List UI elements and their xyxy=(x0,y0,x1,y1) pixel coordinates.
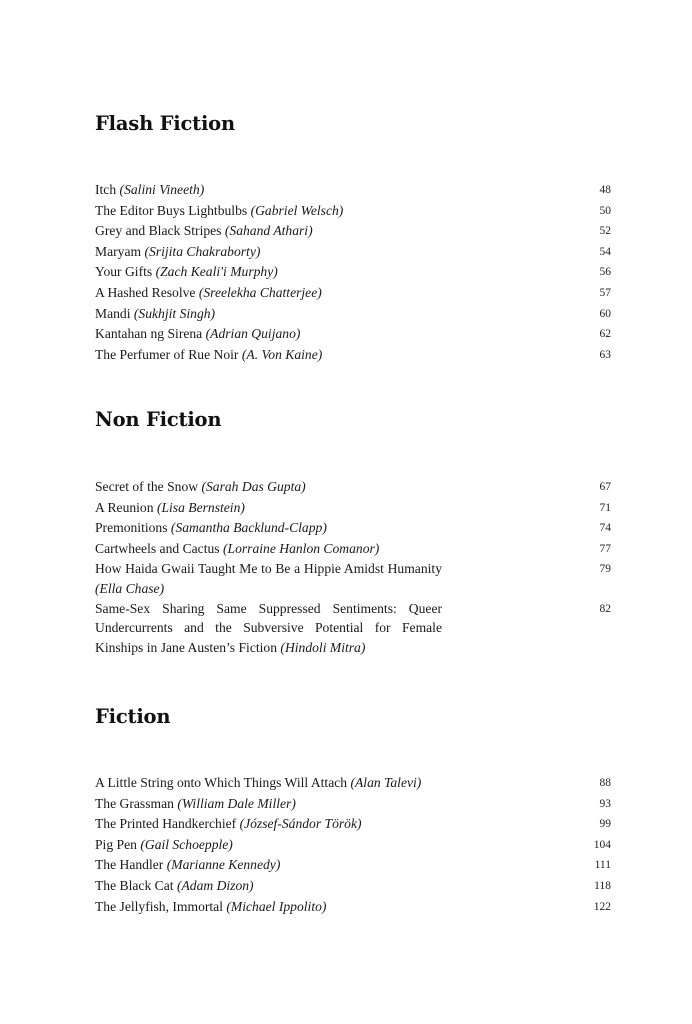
entry-text xyxy=(95,773,421,793)
toc-entry[interactable] xyxy=(95,539,611,560)
entry-title: Secret of the Snow xyxy=(95,479,199,494)
page-number: 50 xyxy=(599,204,611,217)
entry-title: Kantahan ng Sirena xyxy=(95,326,203,342)
entry-author: (Zach Keali'i Murphy) xyxy=(155,264,278,280)
entry-text xyxy=(95,345,322,365)
entry-author: (Adam Dizon) xyxy=(176,877,254,893)
entry-author: (Sreelekha Chatterjee) xyxy=(198,284,322,300)
entry-text xyxy=(95,242,260,262)
entry-author: (William Dale Miller) xyxy=(177,795,296,811)
entry-title: The Grassman xyxy=(95,795,174,811)
page-number: 52 xyxy=(599,225,611,238)
entry-text xyxy=(95,897,326,917)
entry-text xyxy=(95,283,322,303)
entry-title: Maryam xyxy=(95,243,142,259)
entry-author: (Sukhjit Singh) xyxy=(133,305,216,321)
entry-author: (Salini Vineeth) xyxy=(119,182,205,197)
entry-title: The Editor Buys Lightbulbs xyxy=(95,202,248,218)
entry-text xyxy=(95,304,215,324)
entry-text xyxy=(95,855,280,875)
page-number: 62 xyxy=(599,328,611,341)
toc-entry[interactable] xyxy=(95,180,611,201)
entry-text xyxy=(95,814,362,834)
entry-text xyxy=(95,324,300,344)
entry-title: How Haida Gwaii Taught Me to Be a Hippie Amidst Humanity xyxy=(95,561,442,577)
toc-entry[interactable] xyxy=(95,221,611,242)
toc-entry[interactable] xyxy=(95,814,611,835)
entries-flash-fiction xyxy=(95,180,611,365)
section-non-fiction xyxy=(95,408,611,432)
toc-entry[interactable] xyxy=(95,498,611,519)
entries-non-fiction xyxy=(95,477,611,657)
entry-text xyxy=(95,180,204,200)
page-number: 118 xyxy=(594,879,611,892)
toc-entry[interactable] xyxy=(95,345,611,366)
page-number: 74 xyxy=(599,522,611,535)
entry-title: The Printed Handkerchief xyxy=(95,816,237,832)
entry-title: The Jellyfish, Immortal xyxy=(95,898,223,914)
entry-author: (Srijita Chakraborty) xyxy=(144,243,261,259)
toc-entry[interactable] xyxy=(95,242,611,263)
section-flash-fiction xyxy=(95,112,611,136)
toc-entry[interactable] xyxy=(95,518,611,539)
entry-title: A Reunion xyxy=(95,499,154,515)
entry-author: (Adrian Quijano) xyxy=(205,326,301,342)
entry-title: The Handler xyxy=(95,857,164,873)
entry-author: (Lisa Bernstein) xyxy=(156,499,245,515)
entry-author: (József-Sándor Török) xyxy=(239,816,362,832)
page-number: 63 xyxy=(599,348,611,361)
toc-entry[interactable] xyxy=(95,304,611,325)
entry-author: (Sarah Das Gupta) xyxy=(201,479,306,494)
toc-entry[interactable] xyxy=(95,794,611,815)
entry-title: Grey and Black Stripes xyxy=(95,223,222,239)
page-number: 54 xyxy=(599,245,611,258)
entry-author: (Lorraine Hanlon Comanor) xyxy=(222,540,380,556)
entry-title: Same-Sex Sharing Same Suppressed Sentiments: Queer Undercurrents and the Subversive Potential for Female Kinships in Jane Austen’s Fiction xyxy=(95,600,442,655)
entry-text xyxy=(95,539,379,559)
toc-entry[interactable] xyxy=(95,324,611,345)
page-number: 99 xyxy=(599,818,611,831)
entry-author: (Gabriel Welsch) xyxy=(250,202,344,218)
section-title: Fiction xyxy=(95,705,171,728)
entry-title: A Little String onto Which Things Will Attach xyxy=(95,775,348,790)
entry-author: (Alan Talevi) xyxy=(350,775,422,790)
page-number: 48 xyxy=(599,184,611,196)
entry-title: Pig Pen xyxy=(95,836,137,852)
page-number: 67 xyxy=(599,481,611,493)
entry-text xyxy=(95,477,306,497)
entry-text xyxy=(95,599,442,658)
page-number: 111 xyxy=(594,859,611,872)
page-number: 79 xyxy=(599,563,611,576)
entry-text xyxy=(95,518,327,538)
page-number: 88 xyxy=(599,777,611,789)
page-number: 104 xyxy=(593,838,611,851)
entry-author: (A. Von Kaine) xyxy=(241,346,323,362)
entry-text xyxy=(95,262,278,282)
toc-entry[interactable] xyxy=(95,201,611,222)
entry-author: (Michael Ippolito) xyxy=(226,898,327,914)
toc-entry[interactable] xyxy=(95,559,611,598)
entry-title: The Perfumer of Rue Noir xyxy=(95,346,239,362)
entry-title: A Hashed Resolve xyxy=(95,284,196,300)
toc-entry[interactable] xyxy=(95,262,611,283)
entry-title: Mandi xyxy=(95,305,131,321)
entry-title: The Black Cat xyxy=(95,877,174,893)
page-number: 82 xyxy=(599,602,611,615)
page-number: 77 xyxy=(599,542,611,555)
toc-entry[interactable] xyxy=(95,835,611,856)
entry-author: (Marianne Kennedy) xyxy=(166,857,281,873)
page-number: 71 xyxy=(599,501,611,514)
entry-text xyxy=(95,201,343,221)
entry-author: (Hindoli Mitra) xyxy=(280,639,366,655)
toc-entry[interactable] xyxy=(95,773,611,794)
entry-text xyxy=(95,835,233,855)
page-number: 93 xyxy=(599,797,611,810)
entries-fiction xyxy=(95,773,611,917)
entry-text xyxy=(95,559,442,598)
entry-author: (Samantha Backlund-Clapp) xyxy=(170,520,327,536)
section-title: Flash Fiction xyxy=(95,112,235,135)
page-number: 56 xyxy=(599,266,611,279)
entry-text xyxy=(95,794,296,814)
toc-entry[interactable] xyxy=(95,283,611,304)
page-number: 122 xyxy=(593,900,611,913)
section-title: Non Fiction xyxy=(95,408,222,431)
entry-author: (Gail Schoepple) xyxy=(140,836,233,852)
page-number: 57 xyxy=(599,286,611,299)
entry-title: Cartwheels and Cactus xyxy=(95,540,220,556)
entry-text xyxy=(95,876,254,896)
entry-title: Premonitions xyxy=(95,520,168,536)
toc-entry[interactable] xyxy=(95,855,611,876)
toc-entry[interactable] xyxy=(95,477,611,498)
toc-entry[interactable] xyxy=(95,599,611,658)
entry-text xyxy=(95,498,245,518)
page-number: 60 xyxy=(599,307,611,320)
toc-entry[interactable] xyxy=(95,876,611,897)
section-fiction xyxy=(95,705,611,729)
toc-entry[interactable] xyxy=(95,897,611,918)
entry-author: (Ella Chase) xyxy=(95,580,165,596)
entry-title: Your Gifts xyxy=(95,264,153,280)
entry-title: Itch xyxy=(95,182,117,197)
entry-author: (Sahand Athari) xyxy=(224,223,313,239)
entry-text xyxy=(95,221,313,241)
